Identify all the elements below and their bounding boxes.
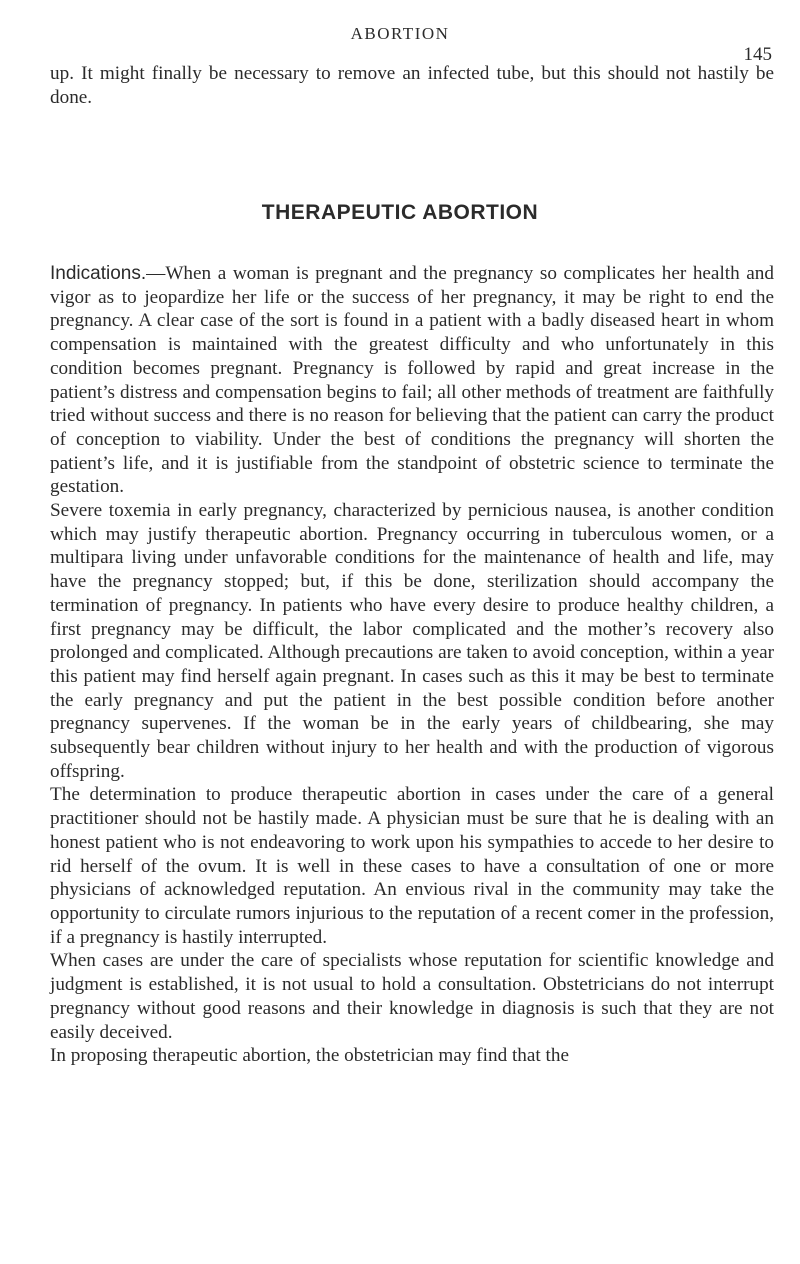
paragraph-text: When a woman is pregnant and the pregnancy so complicates her health and vigor as to jeopardize her life or the success of her pregnancy, it may be right to end the pregnancy. A clear case of the sort is found in a patient with a badly diseased heart in whom compensation is maintained with the greatest difficulty and who unfortunately in this condition becomes pregnant. Pregnancy is followed by rapid and great increase in the patient’s distress and compensation begins to fail; all other methods of treatment are faithfully tried without success and there is no reason for believing that the patient can carry the product of conception to viability. Under the best of conditions the pregnancy will shorten the patient’s life, and it is justifiable from the standpoint of obstetric science to terminate the gestation. bbox=[50, 263, 774, 498]
run-in-heading: Indications. bbox=[50, 263, 147, 284]
paragraph-continuation: up. It might finally be necessary to remove an infected tube, but this should not hastily be done. bbox=[50, 63, 774, 108]
paragraph: The determination to produce therapeutic abortion in cases under the care of a general practitioner should not be hastily made. A physician must be sure that he is dealing with an honest patient who is not endeavoring to work upon his sympathies to accede to her desire to rid herself of the ovum. It is well in these cases to have a consultation of one or more physicians of acknowledged reputation. An envious rival in the community may take the opportunity to circulate rumors injurious to the reputation of a recent comer in the profession, if a pregnancy is hastily interrupted. bbox=[50, 784, 774, 948]
page-number: 145 bbox=[743, 44, 772, 65]
paragraph: In proposing therapeutic abortion, the obstetrician may find that the bbox=[50, 1045, 569, 1067]
running-head: ABORTION bbox=[350, 24, 450, 43]
paragraph: Severe toxemia in early pregnancy, characterized by pernicious nausea, is another condition which may justify therapeutic abortion. Pregnancy occurring in tuberculous women, or a multipara living under unfavorable conditions for the maintenance of health and life, may have the pregnancy stopped; but, if this be done, sterilization should accompany the termination of pregnancy. In patients who have every desire to produce healthy children, a first pregnancy may be difficult, the labor complicated and the mother’s recovery also prolonged and complicated. Although precautions are taken to avoid conception, within a year this patient may find herself again pregnant. In cases such as this it may be best to terminate the early pregnancy and put the patient in the best possible condition before another pregnancy supervenes. If the woman be in the early years of childbearing, she may subsequently bear children without injury to her health and with the production of vigorous offspring. bbox=[50, 500, 774, 782]
section-heading: THERAPEUTIC ABORTION bbox=[261, 201, 539, 224]
paragraph: When cases are under the care of specialists whose reputation for scientific knowledge and judgment is established, it is not usual to hold a consultation. Obstetricians do not interrupt pregnancy without good reasons and their knowledge in diagnosis is such that they are not easily deceived. bbox=[50, 950, 774, 1043]
continued-paragraph bbox=[50, 62, 774, 109]
paragraph-indications: Indications.—When a woman is pregnant and the pregnancy so complicates her health and vigor as to jeopardize her life or the success of her pregnancy, it may be right to end the pregnancy. A clear case of the sort is found in a patient with a badly diseased heart in whom compensation is maintained with the greatest difficulty and who unfortunately in this condition becomes pregnant. Pregnancy is followed by rapid and great increase in the patient’s distress and compensation begins to fail; all other methods of treatment are faithfully tried without success and there is no reason for believing that the patient can carry the product of conception to viability. Under the best of conditions the pregnancy will shorten the patient’s life, and it is justifiable from the standpoint of obstetric science to terminate the gestation. bbox=[50, 263, 774, 498]
section-body bbox=[50, 262, 774, 1068]
